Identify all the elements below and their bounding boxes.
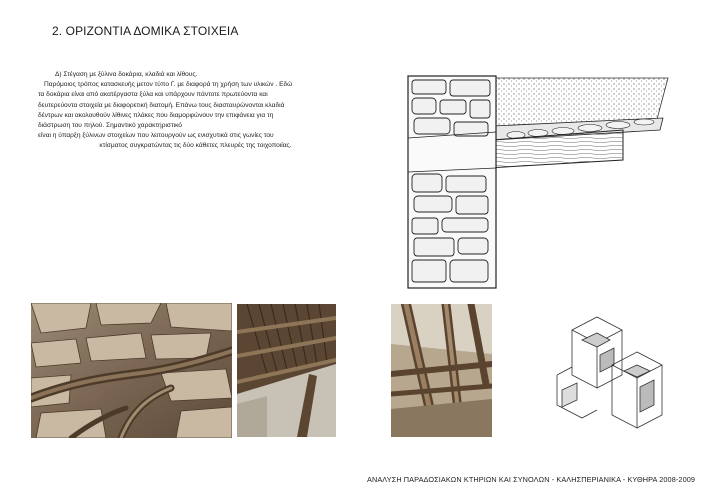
axonometric-sketch	[552, 305, 672, 435]
photo-stone-timber-detail	[31, 303, 232, 438]
paragraph-line: Παρόμοιος τρόπος κατασκευής μετον τύπο Γ. με διαφορά τη χρήση των υλικών . Εδώ	[44, 81, 293, 89]
paragraph-line: δευτερεύοντα στοιχεία με διαφορετική διατομή. Επάνω τους διασταυρώνονται κλαδιά	[38, 101, 285, 109]
roof-section-sketch	[398, 68, 670, 296]
footer-caption: ΑΝΑΛΥΣΗ ΠΑΡΑΔΟΣΙΑΚΩΝ ΚΤΗΡΙΩΝ ΚΑΙ ΣΥΝΟΛΩΝ - ΚΑΛΗΣΠΕΡΙΑΝΙΚΑ - ΚΥΘΗΡΑ 2008-2009	[367, 475, 696, 484]
paragraph-line: είναι η ύπαρξη ξύλινων στοιχείων που λειτουργούν ως ενισχυτικά στις γωνίες του	[38, 132, 274, 140]
paragraph-line: διάστρωση του πηλού. Σημαντικό χαρακτηριστικό	[38, 122, 182, 130]
paragraph-line: Δ) Στέγαση με ξύλινα δοκάρια, κλαδιά και λίθους.	[55, 71, 198, 78]
paragraph-line: δέντρων και ακολουθούν λίθινες πλάκες που διαμορφώνουν την επιφάνεια για τη	[38, 111, 274, 119]
description-text	[38, 70, 353, 152]
paragraph-line: κτίσματος συγκρατώντας τις δύο κάθετες πλευρές της τοιχοποιίας.	[99, 142, 292, 150]
photo-roof-beams	[237, 304, 336, 437]
page-title: 2. ΟΡΙΖΟΝΤΙΑ ΔΟΜΙΚΑ ΣΤΟΙΧΕΙΑ	[52, 24, 239, 38]
photo-corner-timber	[391, 304, 492, 437]
paragraph-line: τα δοκάρια είναι από ακατέργαστα ξύλα και υπάρχουν πάντοτε πρωτεύοντα και	[38, 91, 268, 99]
